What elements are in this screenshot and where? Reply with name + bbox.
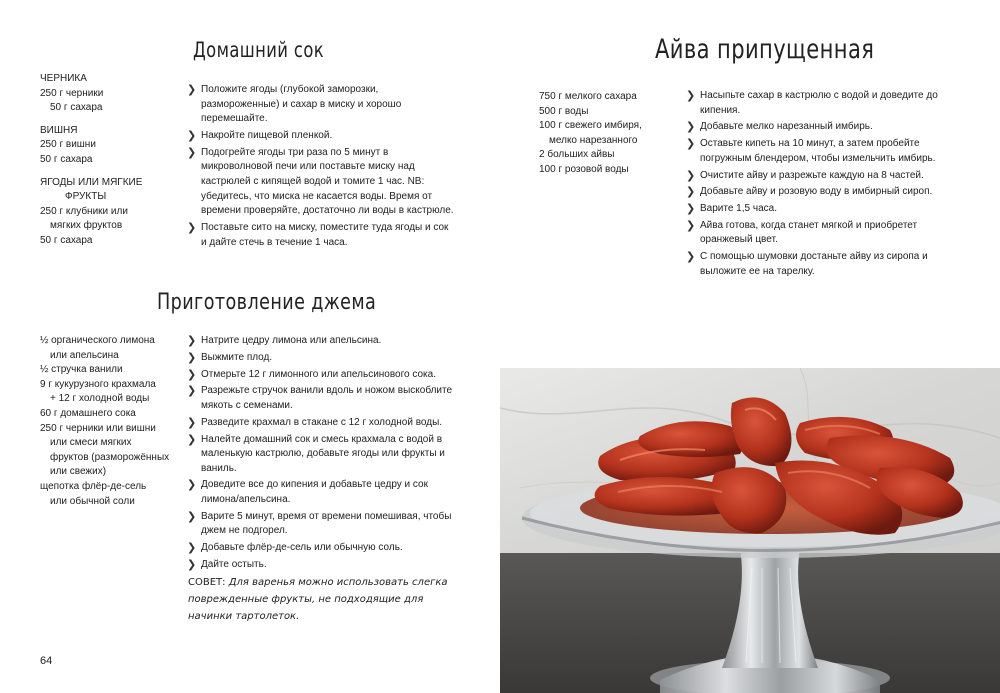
ingredient-line: или обычной соли (50, 495, 135, 507)
step-item: ❯ Айва готова, когда станет мягкой и приобретет оранжевый цвет. (686, 218, 918, 246)
ingredient-line: 250 г черники (40, 87, 104, 99)
quince-title: Айва припущенная (655, 34, 875, 65)
ingredient-line: или свежих) (50, 466, 107, 478)
step-item: ❯ Налейте домашний сок и смесь крахмала с водой в маленькую кастрюлю, добавьте ягоды или фрукты и ваниль. (187, 432, 445, 474)
ingredient-group-title: ЯГОДЫ ИЛИ МЯГКИЕ (40, 176, 143, 188)
chevron-right-icon: ❯ (187, 384, 197, 398)
jam-ingredients (40, 334, 169, 509)
step-item: ❯ Подогрейте ягоды три раза по 5 минут в микроволновой печи или поставьте миску над кастрюлей с кипящей водой и томите 1 час. NB: убедитесь, что миска не касается воды. Время от времени проверяйте, достаточно ли воды в кастрюле. (187, 145, 454, 217)
ingredient-line: + 12 г холодной воды (50, 393, 150, 405)
ingredient-line: 250 г черники или вишни (40, 422, 156, 434)
ingredient-line: щепотка флёр-де-сель (40, 480, 147, 492)
page-number: 64 (40, 655, 53, 667)
ingredient-line: 750 г мелкого сахара (539, 91, 637, 102)
chevron-right-icon: ❯ (187, 541, 197, 555)
chevron-right-icon: ❯ (686, 137, 696, 151)
step-item: ❯ Оставьте кипеть на 10 минут, а затем пробейте погружным блендером, чтобы измельчить имбирь. (686, 137, 936, 164)
chevron-right-icon: ❯ (187, 220, 197, 234)
chevron-right-icon: ❯ (686, 250, 696, 264)
step-item: ❯ Добавьте мелко нарезанный имбирь. (686, 120, 873, 134)
right-page (500, 0, 1000, 693)
ingredient-group-title: ФРУКТЫ (65, 191, 107, 203)
ingredient-line: фруктов (разморожённых (50, 451, 170, 463)
quince-ingredients (539, 90, 642, 178)
chevron-right-icon: ❯ (187, 334, 197, 347)
ingredient-line: 500 г воды (539, 105, 589, 117)
chevron-right-icon: ❯ (187, 558, 197, 571)
step-item: ❯ Выжмите плод. (187, 350, 273, 364)
ingredient-line: 250 г клубники или (40, 205, 128, 217)
ingredient-line: или апельсина (50, 349, 119, 361)
step-item: ❯ Разрежьте стручок ванили вдоль и ножом выскоблите мякоть с семенами. (187, 384, 453, 411)
ingredient-line: 50 г сахара (50, 102, 103, 114)
step-item: ❯ Варите 5 минут, время от времени помешивая, чтобы джем не подгорел. (187, 509, 452, 537)
step-item: ❯ Дайте остыть. (187, 558, 267, 571)
ingredient-group-title: ВИШНЯ (40, 124, 78, 136)
ingredient-line: 50 г сахара (40, 153, 93, 165)
jam-steps (187, 334, 467, 575)
tip-note (188, 574, 448, 625)
chevron-right-icon: ❯ (187, 432, 197, 446)
juice-ingredients (40, 72, 142, 249)
step-item: ❯ Разведите крахмал в стакане с 12 г холодной воды. (187, 415, 443, 429)
ingredient-line: мягких фруктов (50, 220, 123, 232)
step-item: ❯ Положите ягоды (глубокой заморозки, размороженные) и сахар в миску и хорошо перемешайте. (187, 83, 402, 125)
chevron-right-icon: ❯ (187, 415, 197, 429)
ingredient-line: 9 г кукурузного крахмала (40, 378, 156, 390)
step-item: ❯ Варите 1,5 часа. (686, 202, 777, 216)
step-item: ❯ Отмерьте 12 г лимонного или апельсинового сока. (187, 367, 436, 381)
ingredient-line: ½ стручка ванили (40, 364, 123, 376)
quince-photo (500, 368, 1000, 693)
chevron-right-icon: ❯ (187, 83, 197, 96)
chevron-right-icon: ❯ (686, 185, 696, 199)
ingredient-line: мелко нарезанного (549, 134, 638, 146)
chevron-right-icon: ❯ (187, 145, 197, 159)
chevron-right-icon: ❯ (187, 367, 197, 381)
step-item: ❯ Добавьте флёр-де-сель или обычную соль. (187, 541, 403, 555)
tip-label: СОВЕТ: (188, 577, 226, 588)
jam-title: Приготовление джема (157, 290, 377, 315)
step-item: ❯ Добавьте айву и розовую воду в имбирный сироп. (686, 185, 933, 199)
step-item: ❯ Насыпьте сахар в кастрюлю с водой и доведите до кипения. (686, 89, 938, 116)
chevron-right-icon: ❯ (686, 218, 696, 232)
chevron-right-icon: ❯ (187, 128, 197, 142)
chevron-right-icon: ❯ (686, 168, 696, 182)
ingredient-line: 250 г вишни (40, 139, 96, 151)
step-item: ❯ Натрите цедру лимона или апельсина. (187, 334, 382, 347)
ingredient-group-title: ЧЕРНИКА (40, 73, 87, 84)
chevron-right-icon: ❯ (187, 350, 197, 364)
ingredient-line: 100 г свежего имбиря, (539, 120, 642, 132)
step-item: ❯ Поставьте сито на миску, поместите туда ягоды и сок и дайте стечь в течение 1 часа. (187, 220, 449, 248)
step-item: ❯ Очистите айву и разрежьте каждую на 8 частей. (686, 168, 924, 182)
quince-steps (686, 89, 961, 282)
ingredient-line: 100 г розовой воды (539, 163, 629, 175)
juice-steps (187, 83, 455, 252)
step-item: ❯ С помощью шумовки достаньте айву из сиропа и выложите ее на тарелку. (686, 250, 928, 277)
chevron-right-icon: ❯ (686, 120, 696, 134)
juice-title: Домашний сок (193, 38, 325, 62)
step-item: ❯ Накройте пищевой пленкой. (187, 128, 333, 142)
chevron-right-icon: ❯ (187, 509, 197, 523)
ingredient-line: или смеси мягких (50, 437, 132, 449)
chevron-right-icon: ❯ (686, 89, 696, 102)
ingredient-line: 2 больших айвы (539, 149, 615, 161)
ingredient-line: 60 г домашнего сока (40, 407, 136, 419)
quince-cake-stand-illustration (500, 368, 1000, 693)
ingredient-line: ½ органического лимона (40, 335, 155, 346)
chevron-right-icon: ❯ (187, 478, 197, 492)
ingredient-line: 50 г сахара (40, 234, 93, 246)
step-item: ❯ Доведите все до кипения и добавьте цедру и сок лимона/апельсина. (187, 478, 428, 506)
chevron-right-icon: ❯ (686, 202, 696, 216)
tip-text: Для варенья можно использовать слегка поврежденные фрукты, не подходящие для начинки тартолеток. (188, 577, 448, 622)
